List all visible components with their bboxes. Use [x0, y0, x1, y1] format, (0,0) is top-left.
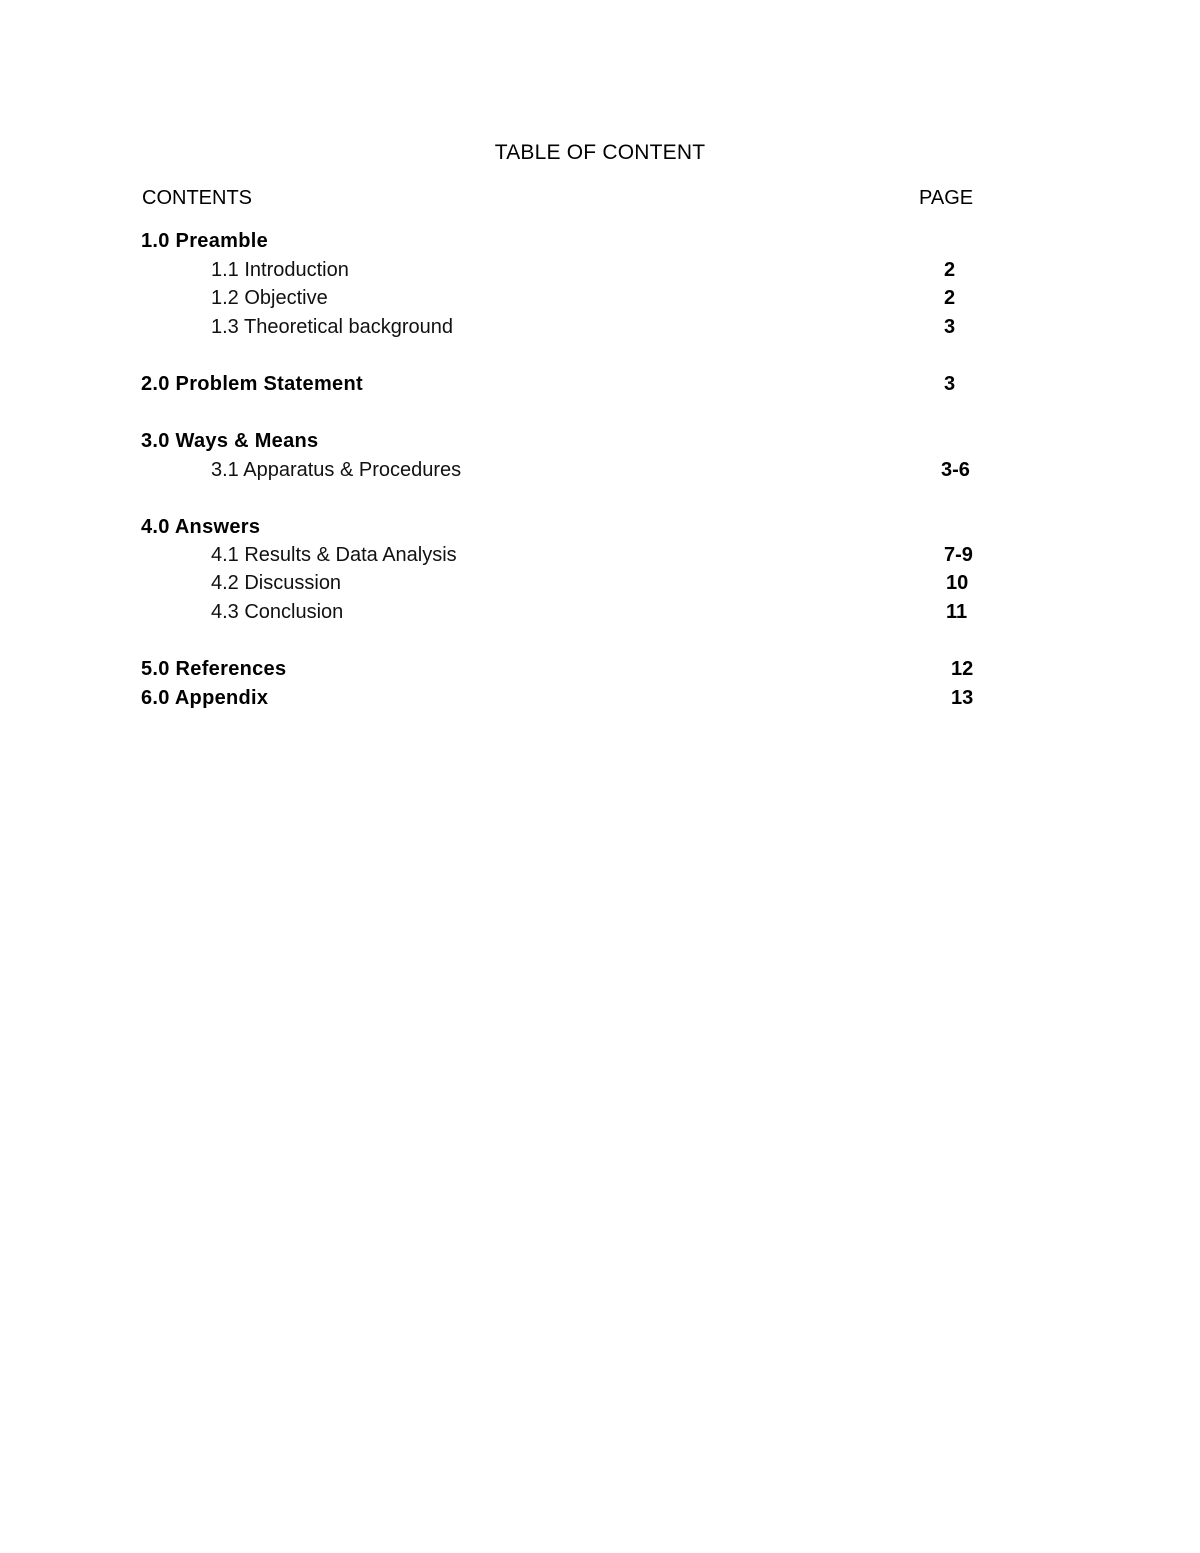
toc-entry-label: 1.3 Theoretical background	[211, 316, 454, 338]
toc-section-problem-statement	[0, 373, 1200, 401]
toc-section-references	[0, 658, 1200, 686]
toc-entry-page: 7-9	[944, 544, 973, 566]
toc-entry-label: 3.0 Ways & Means	[141, 430, 319, 452]
toc-entry-page: 11	[946, 601, 968, 623]
page-title: TABLE OF CONTENT	[494, 141, 706, 164]
toc-section-appendix	[0, 687, 1200, 715]
toc-entry-page: 13	[951, 687, 974, 709]
toc-entry-conclusion	[0, 601, 1200, 629]
toc-entry-label: 4.0 Answers	[141, 516, 261, 538]
toc-section-preamble	[0, 230, 1200, 258]
contents-column-header: CONTENTS	[142, 187, 252, 209]
toc-entry-objective	[0, 287, 1200, 315]
toc-entry-apparatus-procedures	[0, 459, 1200, 487]
toc-entry-label: 4.3 Conclusion	[211, 601, 344, 623]
toc-section-ways-means	[0, 430, 1200, 458]
toc-entry-label: 5.0 References	[141, 658, 287, 680]
toc-entry-label: 2.0 Problem Statement	[141, 373, 363, 395]
toc-entry-page: 2	[944, 259, 956, 281]
toc-entry-label: 1.2 Objective	[211, 287, 328, 309]
toc-entry-label: 3.1 Apparatus & Procedures	[211, 459, 462, 481]
page-column-header: PAGE	[919, 187, 974, 209]
toc-section-answers	[0, 516, 1200, 544]
toc-entry-results-data-analysis	[0, 544, 1200, 572]
toc-entry-page: 3-6	[941, 459, 970, 481]
toc-entry-page: 12	[951, 658, 974, 680]
toc-entry-label: 1.1 Introduction	[211, 259, 349, 281]
toc-entry-page: 2	[944, 287, 956, 309]
toc-entry-label: 4.1 Results & Data Analysis	[211, 544, 457, 566]
toc-entry-label: 1.0 Preamble	[141, 230, 269, 252]
toc-entry-discussion	[0, 572, 1200, 600]
toc-entry-label: 4.2 Discussion	[211, 572, 342, 594]
toc-entry-page: 3	[944, 316, 956, 338]
toc-entry-introduction	[0, 259, 1200, 287]
toc-entry-page: 10	[946, 572, 969, 594]
toc-entry-label: 6.0 Appendix	[141, 687, 269, 709]
toc-entry-theoretical-background	[0, 316, 1200, 344]
toc-entry-page: 3	[944, 373, 956, 395]
